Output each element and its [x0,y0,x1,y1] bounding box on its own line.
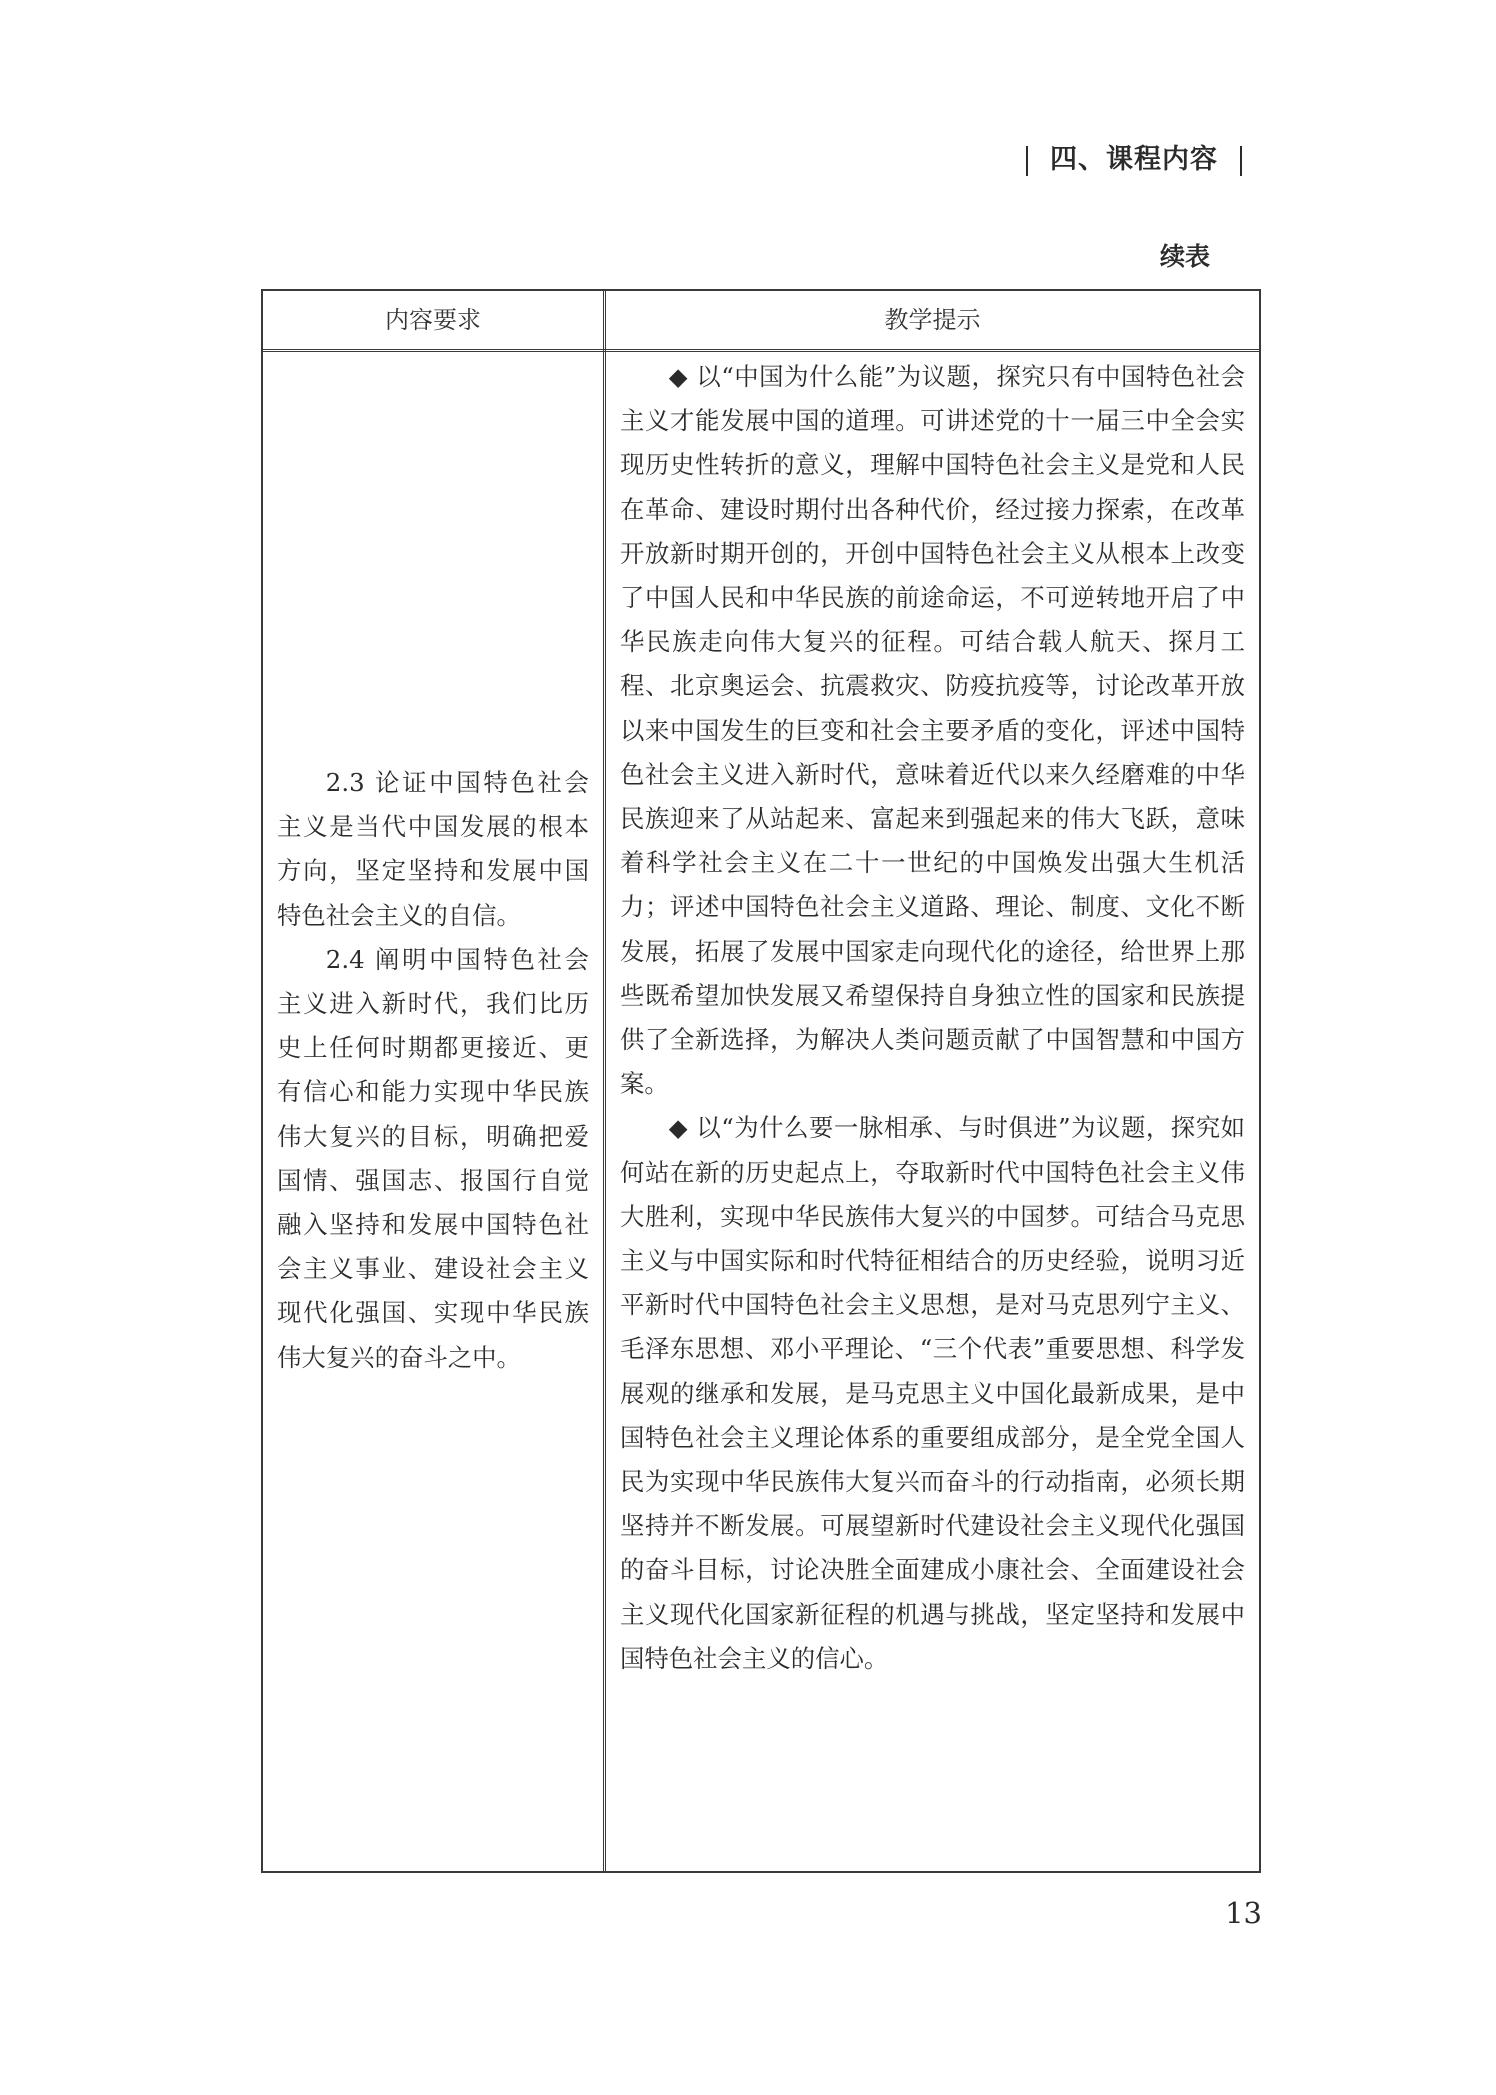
header-row-divider [263,349,1259,352]
header-right-bar [1240,146,1242,176]
requirement-2-4: 2.4 阐明中国特色社会主义进入新时代，我们比历史上任何时期都更接近、更有信心和能力实现中华民族伟大复兴的目标，明确把爱国情、强国志、报国行自觉融入坚持和发展中国特色社会主义事业、建设社会主义现代化强国、实现中华民族伟大复兴的奋斗之中。 [277,944,589,1372]
content-requirements-cell [277,761,589,1380]
column-divider [603,291,606,1871]
teaching-tips-cell [620,355,1245,1681]
teaching-tip-paragraph: ◆ 以“中国为什么能”为议题，探究只有中国特色社会主义才能发展中国的道理。可讲述党的十一届三中全会实现历史性转折的意义，理解中国特色社会主义是党和人民在革命、建设时期付出各种代价，经过接力探索，在改革开放新时期开创的，开创中国特色社会主义从根本上改变了中国人民和中华民族的前途命运，不可逆转地开启了中华民族走向伟大复兴的征程。可结合载人航天、探月工程、北京奥运会、抗震救灾、防疫抗疫等，讨论改革开放以来中国发生的巨变和社会主要矛盾的变化，评述中国特色社会主义进入新时代，意味着近代以来久经磨难的中华民族迎来了从站起来、富起来到强起来的伟大飞跃，意味着科学社会主义在二十一世纪的中国焕发出强大生机活力；评述中国特色社会主义道路、理论、制度、文化不断发展，拓展了发展中国家走向现代化的途径，给世界上那些既希望加快发展又希望保持自身独立性的国家和民族提供了全新选择，为解决人类问题贡献了中国智慧和中国方案。 [620,362,1245,1099]
column-header-teaching-tips: 教学提示 [884,306,981,334]
column-header-content-requirements: 内容要求 [385,306,481,334]
running-header [1004,142,1264,178]
header-left-bar [1026,146,1028,176]
section-title: 四、课程内容 [1050,144,1218,175]
content-table [261,289,1261,1873]
requirement-2-3: 2.3 论证中国特色社会主义是当代中国发展的根本方向，坚定坚持和发展中国特色社会主义的自信。 [277,768,589,930]
page-number: 13 [1225,1896,1262,1930]
teaching-tip-paragraph: ◆ 以“为什么要一脉相承、与时俱进”为议题，探究如何站在新的历史起点上，夺取新时代中国特色社会主义伟大胜利，实现中华民族伟大复兴的中国梦。可结合马克思主义与中国实际和时代特征相结合的历史经验，说明习近平新时代中国特色社会主义思想，是对马克思列宁主义、毛泽东思想、邓小平理论、“三个代表”重要思想、科学发展观的继承和发展，是马克思主义中国化最新成果，是中国特色社会主义理论体系的重要组成部分，是全党全国人民为实现中华民族伟大复兴而奋斗的行动指南，必须长期坚持并不断发展。可展望新时代建设社会主义现代化强国的奋斗目标，讨论决胜全面建成小康社会、全面建设社会主义现代化国家新征程的机遇与挑战，坚定坚持和发展中国特色社会主义的信心。 [620,1113,1245,1673]
table-continued-caption: 续表 [1159,242,1210,271]
